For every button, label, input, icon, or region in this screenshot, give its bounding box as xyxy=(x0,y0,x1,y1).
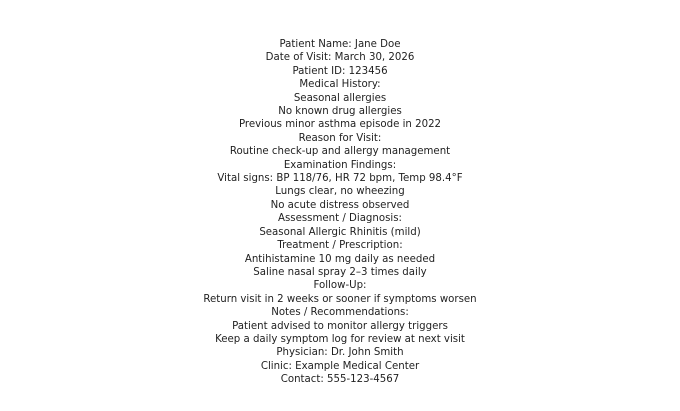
diagnosis-item: Seasonal Allergic Rhinitis (mild) xyxy=(259,226,421,238)
patient-id-line: Patient ID: 123456 xyxy=(292,65,388,77)
notes-item: Keep a daily symptom log for review at next visit xyxy=(215,333,465,345)
reason-item: Routine check-up and allergy management xyxy=(229,146,451,158)
treatment-heading: Treatment / Prescription: xyxy=(277,240,403,252)
patient-name-line: Patient Name: Jane Doe xyxy=(279,39,401,50)
contact-line: Contact: 555-123-4567 xyxy=(280,374,400,386)
notes-item: Patient advised to monitor allergy triggers xyxy=(232,320,448,332)
findings-item: Vital signs: BP 118/76, HR 72 bpm, Temp 98.4°F xyxy=(217,173,463,185)
follow-up-heading: Follow-Up: xyxy=(313,280,367,292)
findings-item: No acute distress observed xyxy=(270,199,410,211)
treatment-item: Saline nasal spray 2–3 times daily xyxy=(253,266,427,278)
findings-item: Lungs clear, no wheezing xyxy=(275,186,405,198)
reason-heading: Reason for Visit: xyxy=(298,132,382,144)
follow-up-item: Return visit in 2 weeks or sooner if symptoms worsen xyxy=(203,293,477,305)
history-item: No known drug allergies xyxy=(278,106,402,118)
treatment-item: Antihistamine 10 mg daily as needed xyxy=(244,253,436,265)
visit-date-line: Date of Visit: March 30, 2026 xyxy=(265,52,415,64)
history-item: Previous minor asthma episode in 2022 xyxy=(238,119,442,131)
diagnosis-heading: Assessment / Diagnosis: xyxy=(278,213,402,225)
visit-summary-document xyxy=(0,38,680,387)
clinic-line: Clinic: Example Medical Center xyxy=(260,360,420,372)
notes-heading: Notes / Recommendations: xyxy=(271,307,409,319)
history-item: Seasonal allergies xyxy=(293,92,387,104)
findings-heading: Examination Findings: xyxy=(283,159,397,171)
physician-line: Physician: Dr. John Smith xyxy=(276,347,404,359)
medical-history-heading: Medical History: xyxy=(299,79,381,91)
